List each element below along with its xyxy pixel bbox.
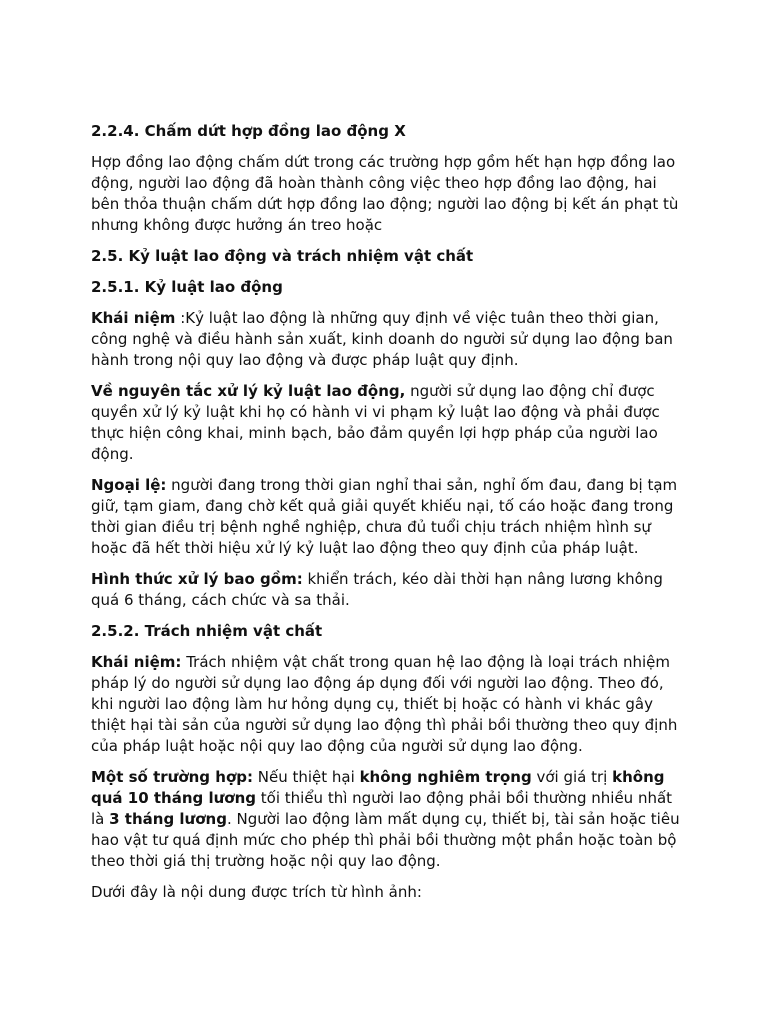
heading-2-5: 2.5. Kỷ luật lao động và trách nhiệm vật chất (91, 247, 474, 265)
text-exceptions: người đang trong thời gian nghỉ thai sản, nghỉ ốm đau, đang bị tạm giữ, tạm giam, đang chờ kết quả giải quyết khiếu nại, tố cáo hoặc đang trong thời gian điều trị bệnh nghề nghiệp, chưa đủ tuổi chịu trách nhiệm hình sự hoặc đã hết thời hiệu xử lý kỷ luật lao động theo quy định của pháp luật. (91, 476, 678, 557)
text-handling-forms: khiển trách, kéo dài thời hạn nâng lương không quá 6 tháng, cách chức và sa thải. (91, 570, 663, 609)
paragraph-extracted-note: Dưới đây là nội dung được trích từ hình ảnh: (91, 883, 422, 901)
text-cases-1: Nếu thiệt hại (253, 768, 360, 786)
heading-2-5-1: 2.5.1. Kỷ luật lao động (91, 278, 283, 296)
text-cases-3: tối thiểu thì người lao động phải bồi thường nhiều nhất là (91, 789, 673, 828)
label-handling-forms: Hình thức xử lý bao gồm: (91, 570, 303, 588)
paragraph-discipline-concept (91, 308, 688, 371)
bold-not-serious: không nghiêm trọng (359, 768, 532, 786)
heading-2-5-2: 2.5.2. Trách nhiệm vật chất (91, 622, 323, 640)
label-concept: Khái niệm (91, 309, 176, 327)
bold-3-months-salary: 3 tháng lương (109, 810, 227, 828)
bold-10-months-salary: không quá 10 tháng lương (91, 768, 665, 807)
paragraph-exceptions (91, 475, 688, 559)
text-cases-2: với giá trị (531, 768, 613, 786)
text-concept: :Kỷ luật lao động là những quy định về việc tuân theo thời gian, công nghệ và điều hành sản xuất, kinh doanh do người sử dụng lao động ban hành trong nội quy lao động và được pháp luật quy định. (91, 309, 673, 369)
heading-2-2-4: 2.2.4. Chấm dứt hợp đồng lao động X (91, 122, 406, 140)
label-principle: Về nguyên tắc xử lý kỷ luật lao động, (91, 382, 406, 400)
paragraph-handling-forms (91, 569, 688, 611)
label-liability-concept: Khái niệm: (91, 653, 182, 671)
text-cases-4: . Người lao động làm mất dụng cụ, thiết bị, tài sản hoặc tiêu hao vật tư quá định mức cho phép thì phải bồi thường một phần hoặc toàn bộ theo thời giá thị trường hoặc nội quy lao động. (91, 810, 680, 870)
text-principle: người sử dụng lao động chỉ được quyền xử lý kỷ luật khi họ có hành vi vi phạm kỷ luật lao động và phải được thực hiện công khai, minh bạch, bảo đảm quyền lợi hợp pháp của người lao động. (91, 382, 660, 463)
label-exceptions: Ngoại lệ: (91, 476, 167, 494)
label-some-cases: Một số trường hợp: (91, 768, 253, 786)
text-liability-concept: Trách nhiệm vật chất trong quan hệ lao động là loại trách nhiệm pháp lý do người sử dụng lao động áp dụng đối với người lao động. Theo đó, khi người lao động làm hư hỏng dụng cụ, thiết bị hoặc có hành vi khác gây thiệt hại tài sản của người sử dụng lao động thì phải bồi thường theo quy định của pháp luật hoặc nội quy lao động của người sử dụng lao động. (91, 653, 678, 755)
paragraph-some-cases (91, 767, 688, 872)
paragraph-contract-termination: Hợp đồng lao động chấm dứt trong các trường hợp gồm hết hạn hợp đồng lao động, người lao động đã hoàn thành công việc theo hợp đồng lao động, hai bên thỏa thuận chấm dứt hợp đồng lao động; người lao động bị kết án phạt tù nhưng không được hưởng án treo hoặc (91, 153, 679, 234)
paragraph-liability-concept (91, 652, 688, 757)
paragraph-discipline-principle (91, 381, 688, 465)
